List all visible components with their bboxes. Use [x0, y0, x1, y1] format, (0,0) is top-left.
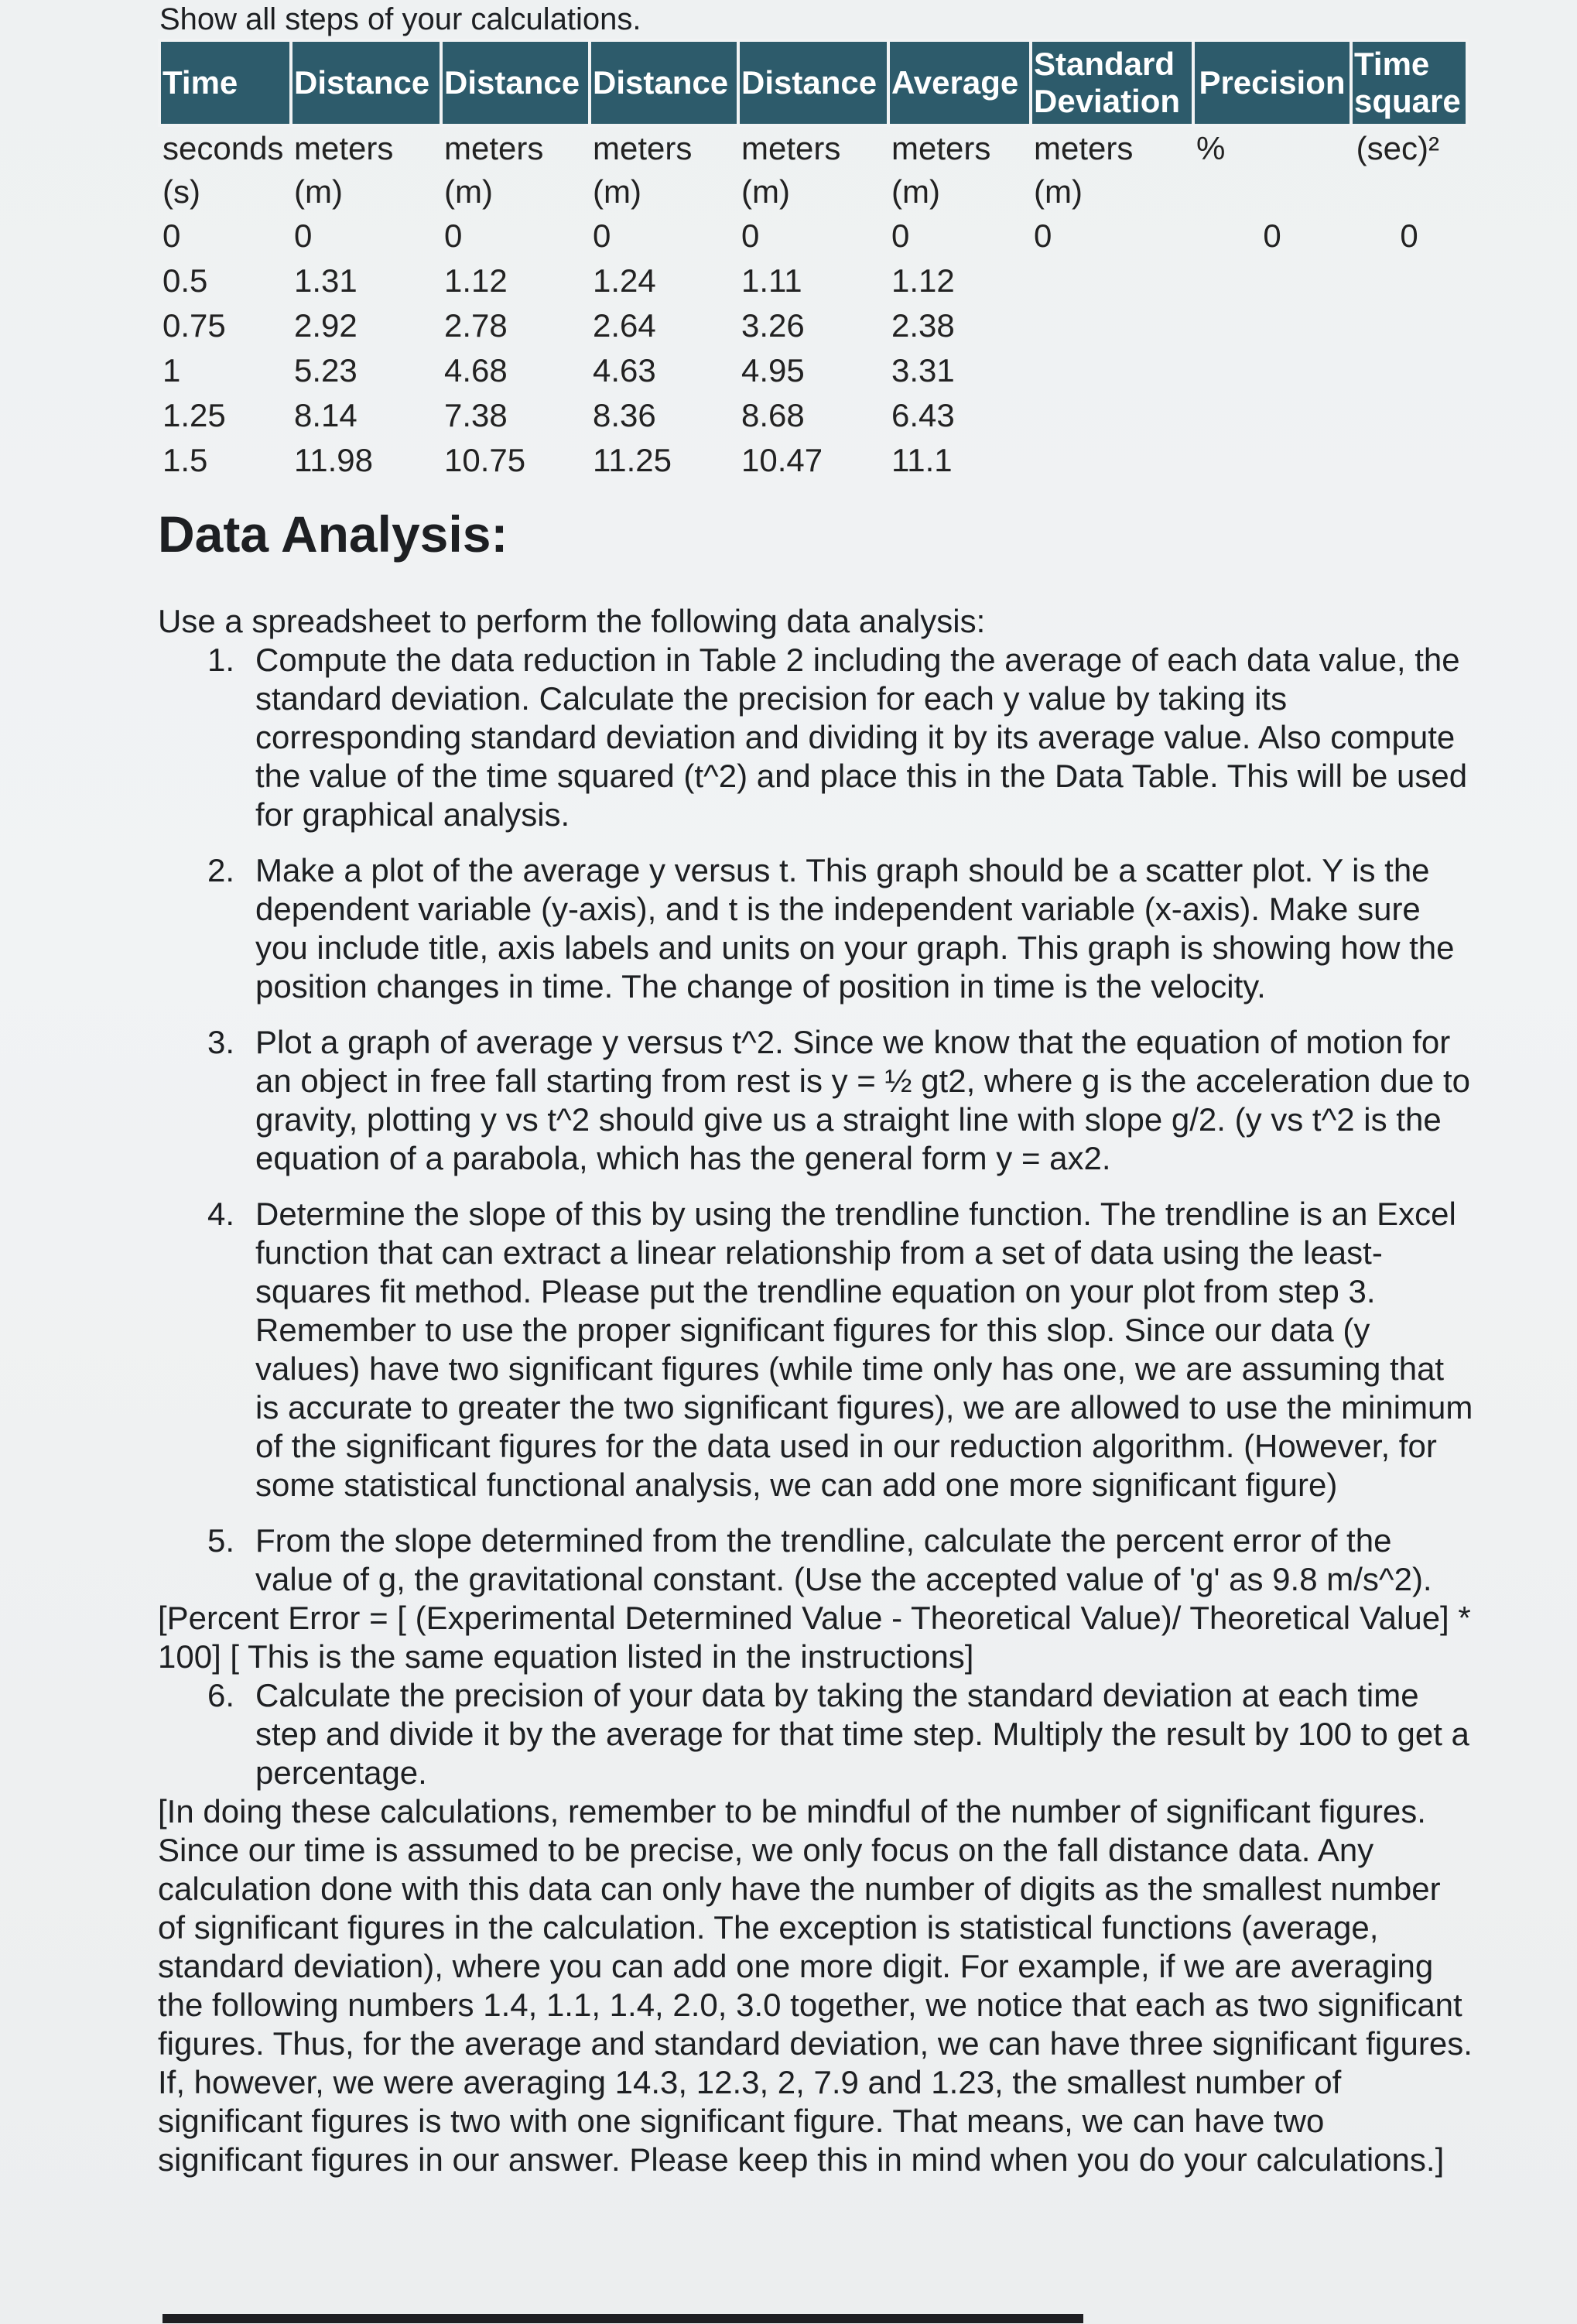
- step-number: 1.: [207, 642, 235, 678]
- table-cell: 1.12: [891, 262, 955, 299]
- header-standard-deviation: Standard Deviation: [1031, 40, 1193, 125]
- unit-cell: meters: [294, 130, 394, 166]
- list-item: [158, 1676, 1473, 1792]
- section-heading: Data Analysis:: [158, 505, 508, 563]
- table-cell: 2.38: [891, 307, 955, 344]
- bottom-bar: [162, 2314, 1083, 2323]
- step-text: Determine the slope of this by using the trendline function. The trendline is an Excel function that can extract a linear relationship from a set of data using the least-squares fit method. Please put the trendline equation on your plot from step 3. Remember to use the proper significant figures for this slop. Since our data (y values) have two significant figures (while time only has one, we are assuming that is accurate to greater the two significant figures), we are allowed to use the minimum of the significant figures for the data used in our reduction algorithm. (However, for some statistical functional analysis, we can add one more significant figure): [255, 1196, 1473, 1503]
- header-distance-4: Distance: [738, 40, 888, 125]
- table-cell: [1351, 348, 1467, 393]
- steps-list: [158, 641, 1473, 1599]
- header-distance-1: Distance: [291, 40, 441, 125]
- list-item: [158, 1195, 1473, 1504]
- table-cell: 1.24: [593, 262, 656, 299]
- table-cell: 4.68: [444, 352, 508, 388]
- unit-cell: (m): [294, 173, 343, 210]
- table-cell: 11.98: [294, 442, 373, 478]
- table-row: [159, 258, 1467, 303]
- unit-cell: [1351, 170, 1467, 214]
- units-row: [159, 125, 1467, 170]
- step-number: 3.: [207, 1024, 235, 1060]
- step-text: Calculate the precision of your data by taking the standard deviation at each time step and divide it by the average for that time step. Multiply the result by 100 to get a percentage.: [255, 1677, 1469, 1791]
- unit-cell: meters: [444, 130, 544, 166]
- table-cell: [1193, 348, 1351, 393]
- table-cell: 2.78: [444, 307, 508, 344]
- table-cell: [1193, 258, 1351, 303]
- step-text: Compute the data reduction in Table 2 including the average of each data value, the standard deviation. Calculate the precision for each y value by taking its corresponding standard deviation and dividing it by its average value. Also compute the value of the time squared (t^2) and place this in the Data Table. This will be used for graphical analysis.: [255, 642, 1468, 833]
- step-text: Make a plot of the average y versus t. This graph should be a scatter plot. Y is the dependent variable (y-axis), and t is the independent variable (x-axis). Make sure you include title, axis labels and units on your graph. This graph is showing how the position changes in time. The change of position in time is the velocity.: [255, 852, 1455, 1005]
- table-cell: [1351, 393, 1467, 438]
- unit-cell: (m): [1034, 173, 1083, 210]
- units-row: [159, 170, 1467, 214]
- list-item: [158, 641, 1473, 834]
- table-cell: [1193, 438, 1351, 483]
- table-cell: 4.63: [593, 352, 656, 388]
- unit-cell: (m): [891, 173, 940, 210]
- unit-cell: meters: [891, 130, 991, 166]
- step-number: 2.: [207, 852, 235, 888]
- table-cell: 0: [294, 217, 313, 254]
- table-cell: 0: [891, 217, 910, 254]
- table-cell: [1351, 438, 1467, 483]
- table-cell: [1031, 393, 1193, 438]
- unit-cell: (s): [162, 173, 200, 210]
- header-precision: Precision: [1193, 40, 1351, 125]
- table-cell: 1.5: [162, 442, 208, 478]
- table-cell: 1: [162, 352, 181, 388]
- table-cell: 8.14: [294, 397, 357, 433]
- table-cell: [1193, 303, 1351, 348]
- table-cell: 3.31: [891, 352, 955, 388]
- list-item: [158, 851, 1473, 1006]
- table-cell: [1031, 303, 1193, 348]
- table-cell: 0: [741, 217, 760, 254]
- table-cell: 7.38: [444, 397, 508, 433]
- table-cell: [1031, 348, 1193, 393]
- significant-figures-note: [In doing these calculations, remember to be mindful of the number of significant figures. Since our time is assumed to be precise, we only focus on the fall distance data. Any calculation done with this data can only have the number of digits as the smallest number of significant figures in the calculation. The exception is statistical functions (average, standard deviation), where you can add one more digit. For example, if we are averaging the following numbers 1.4, 1.1, 1.4, 2.0, 3.0 together, we notice that each as two significant figures. Thus, for the average and standard deviation, we can have three significant figures. If, however, we were averaging 14.3, 12.3, 2, 7.9 and 1.23, the smallest number of significant figures is two with one significant figure. That means, we can have two significant figures in our answer. Please keep this in mind when you do your calculations.]: [158, 1793, 1473, 2178]
- unit-cell: (m): [593, 173, 641, 210]
- analysis-section: [158, 602, 1473, 2179]
- table-cell: 6.43: [891, 397, 955, 433]
- intro-text: Show all steps of your calculations.: [159, 2, 641, 36]
- table-cell: 0: [1034, 217, 1052, 254]
- step-text: Plot a graph of average y versus t^2. Since we know that the equation of motion for an object in free fall starting from rest is y = ½ gt2, where g is the acceleration due to gravity, plotting y vs t^2 should give us a straight line with slope g/2. (y vs t^2 is the equation of a parabola, which has the general form y = ax2.: [255, 1024, 1470, 1176]
- table-cell: 5.23: [294, 352, 357, 388]
- step-text: From the slope determined from the trendline, calculate the percent error of the value of g, the gravitational constant. (Use the accepted value of 'g' as 9.8 m/s^2).: [255, 1522, 1432, 1597]
- step-number: 5.: [207, 1522, 235, 1559]
- table-cell: 2.64: [593, 307, 656, 344]
- table-row: [159, 393, 1467, 438]
- unit-cell: %: [1196, 130, 1226, 166]
- unit-cell: (m): [741, 173, 790, 210]
- unit-cell: (sec)²: [1356, 130, 1439, 166]
- table-cell: [1193, 393, 1351, 438]
- unit-cell: meters: [593, 130, 693, 166]
- table-cell: 0: [444, 217, 463, 254]
- table-cell: 0: [162, 217, 181, 254]
- unit-cell: meters: [1034, 130, 1134, 166]
- table-cell: 8.36: [593, 397, 656, 433]
- unit-cell: (m): [444, 173, 493, 210]
- table-row: [159, 438, 1467, 483]
- steps-list-continued: [158, 1676, 1473, 1792]
- table-cell: 10.75: [444, 442, 526, 478]
- unit-cell: seconds: [162, 130, 284, 166]
- table-cell: 0: [593, 217, 611, 254]
- table-cell: 1.31: [294, 262, 357, 299]
- table-row: [159, 303, 1467, 348]
- list-item: [158, 1521, 1473, 1599]
- data-table: [158, 39, 1469, 483]
- table-cell: [1351, 258, 1467, 303]
- table-cell: 0: [1400, 217, 1418, 254]
- table-cell: [1351, 303, 1467, 348]
- step-number: 6.: [207, 1677, 235, 1713]
- step-number: 4.: [207, 1196, 235, 1232]
- header-time-square: Time square: [1351, 40, 1467, 125]
- header-time: Time: [159, 40, 291, 125]
- table-cell: 1.25: [162, 397, 226, 433]
- analysis-lead: Use a spreadsheet to perform the following data analysis:: [158, 603, 986, 639]
- table-cell: 2.92: [294, 307, 357, 344]
- unit-cell: meters: [741, 130, 841, 166]
- table-cell: 1.12: [444, 262, 508, 299]
- table-cell: 11.1: [891, 442, 953, 478]
- table-cell: 0: [1263, 217, 1281, 254]
- header-distance-2: Distance: [441, 40, 590, 125]
- table-cell: 8.68: [741, 397, 805, 433]
- table-cell: [1031, 438, 1193, 483]
- table-cell: [1031, 258, 1193, 303]
- unit-cell: [1193, 170, 1351, 214]
- header-distance-3: Distance: [590, 40, 738, 125]
- header-average: Average: [888, 40, 1031, 125]
- table-row: [159, 214, 1467, 258]
- percent-error-note: [Percent Error = [ (Experimental Determined Value - Theoretical Value)/ Theoretical Value] * 100] [ This is the same equation listed in the instructions]: [158, 1600, 1471, 1675]
- table-cell: 4.95: [741, 352, 805, 388]
- table-cell: 0.75: [162, 307, 226, 344]
- list-item: [158, 1023, 1473, 1178]
- table-cell: 3.26: [741, 307, 805, 344]
- table-header-row: [159, 40, 1467, 125]
- table-row: [159, 348, 1467, 393]
- table-cell: 1.11: [741, 262, 802, 299]
- table-cell: 0.5: [162, 262, 208, 299]
- table-cell: 11.25: [593, 442, 672, 478]
- table-cell: 10.47: [741, 442, 823, 478]
